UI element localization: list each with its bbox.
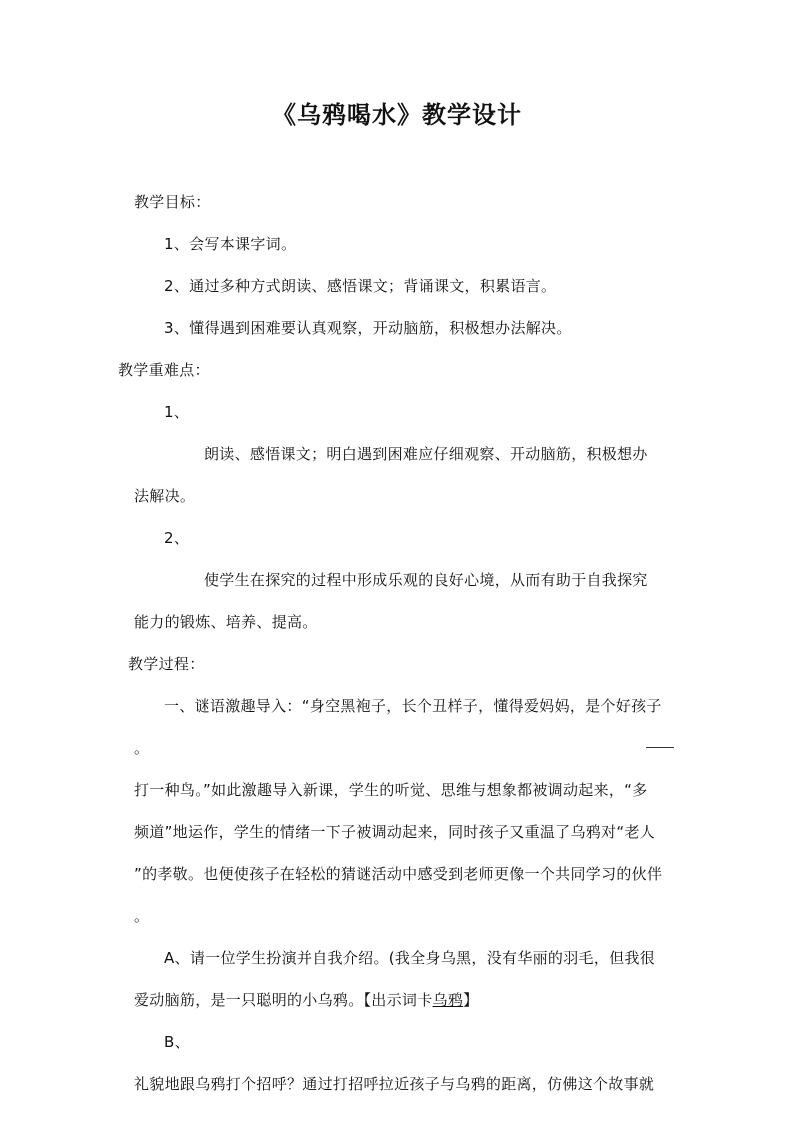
step-b-number: B、	[164, 1033, 190, 1051]
process-paragraph-line: ”的孝敬。也便使孩子在轻松的猜谜活动中感受到老师更像一个共同学习的伙伴	[134, 865, 663, 883]
key-point-number: 2、	[164, 529, 190, 547]
key-points-heading: 教学重难点：	[118, 361, 210, 379]
process-paragraph-line: 频道”地运作，学生的情绪一下子被调动起来，同时孩子又重温了乌鸦对“老人	[134, 823, 656, 841]
objective-item: 1、会写本课字词。	[164, 235, 297, 253]
process-paragraph-line: 一、谜语激趣导入：“身空黑袍子，长个丑样子，懂得爱妈妈，是个好孩子	[164, 697, 662, 715]
key-point-text: 使学生在探究的过程中形成乐观的良好心境，从而有助于自我探究	[204, 571, 648, 589]
objectives-heading: 教学目标：	[134, 193, 211, 211]
word-card-crow: 乌鸦	[432, 991, 464, 1009]
key-point-text: 能力的锻炼、培养、提高。	[134, 613, 318, 631]
process-paragraph-line: 。	[134, 739, 150, 757]
process-paragraph-line: 打一种鸟。”如此激趣导入新课，学生的听觉、思维与想象都被调动起来，“多	[134, 781, 648, 799]
process-paragraph-line: 。	[134, 907, 150, 925]
key-point-number: 1、	[164, 403, 190, 421]
process-heading: 教学过程：	[128, 655, 205, 673]
objective-item: 2、通过多种方式朗读、感悟课文；背诵课文，积累语言。	[164, 277, 557, 295]
objective-item: 3、懂得遇到困难要认真观察，开动脑筋，积极想办法解决。	[164, 319, 572, 337]
key-point-text: 法解决。	[134, 487, 196, 505]
step-a-text: 爱动脑筋，是一只聪明的小乌鸦。【出示词卡	[134, 991, 433, 1009]
bracket-close: 】	[463, 991, 479, 1009]
dash-rule	[646, 747, 674, 748]
step-a-line: A、请一位学生扮演并自我介绍。(我全身乌黑，没有华丽的羽毛，但我很	[164, 949, 656, 967]
step-b-line: 礼貌地跟乌鸦打个招呼？通过打招呼拉近孩子与乌鸦的距离，仿佛这个故事就	[134, 1075, 655, 1093]
key-point-text: 朗读、感悟课文；明白遇到困难应仔细观察、开动脑筋，积极想办	[204, 445, 648, 463]
step-a-line	[134, 990, 478, 1010]
document-title: 《乌鸦喝水》教学设计	[272, 101, 522, 129]
